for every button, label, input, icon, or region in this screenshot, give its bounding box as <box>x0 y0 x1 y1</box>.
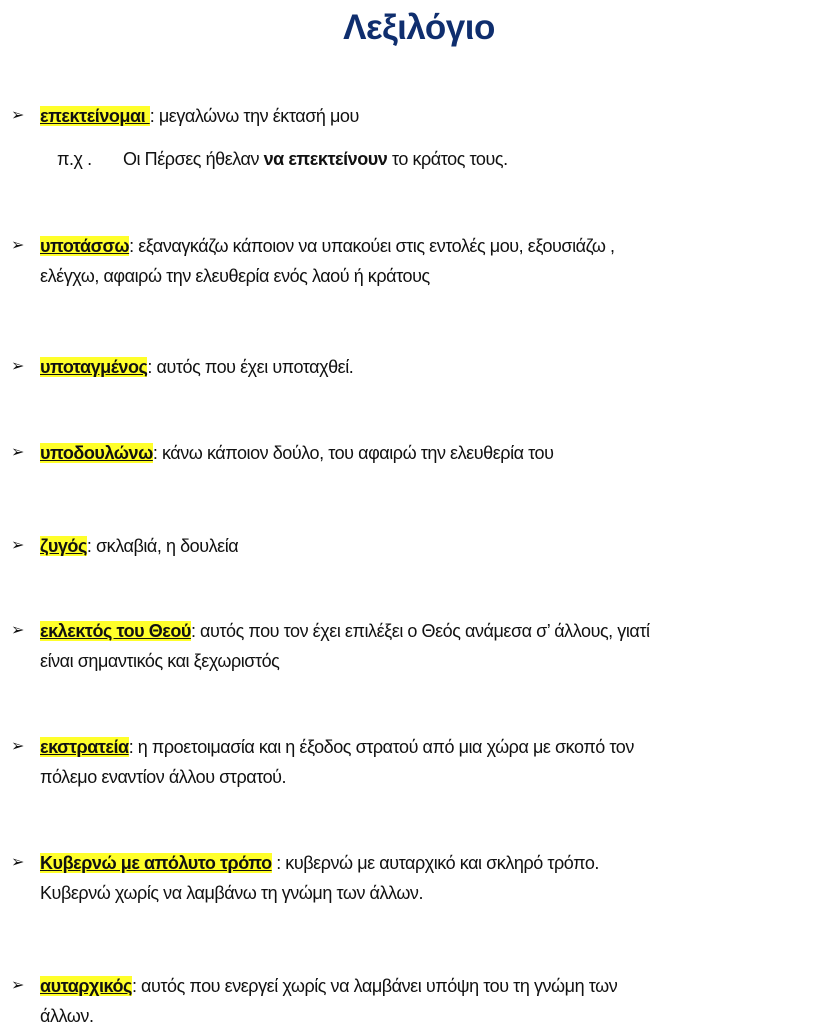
entry-separator: : <box>129 236 139 256</box>
entry-term: επεκτείνομαι <box>40 106 150 126</box>
arrow-bullet-icon: ➢ <box>11 537 25 554</box>
entry-term: ζυγός <box>40 536 87 556</box>
arrow-bullet-icon: ➢ <box>11 738 25 755</box>
entry-line-1 <box>40 441 554 465</box>
entry-term: εκλεκτός του Θεού <box>40 621 191 641</box>
entry-separator: : <box>149 106 159 126</box>
entry-separator: : <box>147 357 157 377</box>
entry-line-1 <box>40 735 634 759</box>
entry-line-2: πόλεμο εναντίον άλλου στρατού. <box>40 767 287 787</box>
example-sentence <box>57 147 508 171</box>
entry-term: αυταρχικός <box>40 976 132 996</box>
example-text: Οι Πέρσες ήθελαν <box>123 149 264 169</box>
arrow-bullet-icon: ➢ <box>11 854 25 871</box>
entry-definition: αυτός που τον έχει επιλέξει ο Θεός ανάμεσα σ’ άλλους, γιατί <box>200 621 650 641</box>
entry-line-1 <box>40 619 650 643</box>
entry-line-2: είναι σημαντικός και ξεχωριστός <box>40 651 280 671</box>
entry-definition: μεγαλώνω την έκτασή μου <box>158 106 359 126</box>
entry-definition: κυβερνώ με αυταρχικό και σκληρό τρόπο. <box>285 853 599 873</box>
example-label: π.χ . <box>57 149 92 169</box>
entry-definition: αυτός που ενεργεί χωρίς να λαμβάνει υπόψη του τη γνώμη των <box>141 976 618 996</box>
entry-line-1 <box>40 534 238 558</box>
entry-definition: σκλαβιά, η δουλεία <box>96 536 239 556</box>
arrow-bullet-icon: ➢ <box>11 237 25 254</box>
entry-line-2: άλλων. <box>40 1006 94 1026</box>
entry-term: Κυβερνώ με απόλυτο τρόπο <box>40 853 272 873</box>
entry-separator: : <box>86 536 96 556</box>
entry-line-1 <box>40 104 359 128</box>
arrow-bullet-icon: ➢ <box>11 977 25 994</box>
arrow-bullet-icon: ➢ <box>11 622 25 639</box>
entry-term: υποδουλώνω <box>40 443 153 463</box>
arrow-bullet-icon: ➢ <box>11 358 25 375</box>
arrow-bullet-icon: ➢ <box>11 107 25 124</box>
entry-separator: : <box>190 621 201 641</box>
page-title: Λεξιλόγιο <box>343 8 495 47</box>
entry-separator: : <box>128 737 138 757</box>
entry-line-1 <box>40 974 617 998</box>
entry-term: εκστρατεία <box>40 737 129 757</box>
example-bold: να επεκτείνουν <box>263 149 388 169</box>
entry-definition: εξαναγκάζω κάποιον να υπακούει στις εντολές μου, εξουσιάζω , <box>138 236 615 256</box>
example-text-end: το κράτος τους. <box>387 149 508 169</box>
entry-line-2: Κυβερνώ χωρίς να λαμβάνω τη γνώμη των άλλων. <box>40 883 424 903</box>
entry-line-1 <box>40 851 599 875</box>
arrow-bullet-icon: ➢ <box>11 444 25 461</box>
entry-line-2: ελέγχω, αφαιρώ την ελευθερία ενός λαού ή κράτους <box>40 266 430 286</box>
entry-separator: : <box>152 443 162 463</box>
entry-term: υποταγμένος <box>40 357 148 377</box>
entry-line-1 <box>40 234 615 258</box>
entry-line-1 <box>40 355 353 379</box>
entry-definition: αυτός που έχει υποταχθεί. <box>156 357 354 377</box>
entry-separator: : <box>131 976 142 996</box>
entry-definition: η προετοιμασία και η έξοδος στρατού από μια χώρα με σκοπό τον <box>137 737 634 757</box>
entry-definition: κάνω κάποιον δούλο, του αφαιρώ την ελευθερία του <box>161 443 554 463</box>
entry-term: υποτάσσω <box>40 236 130 256</box>
entry-separator: : <box>271 853 286 873</box>
